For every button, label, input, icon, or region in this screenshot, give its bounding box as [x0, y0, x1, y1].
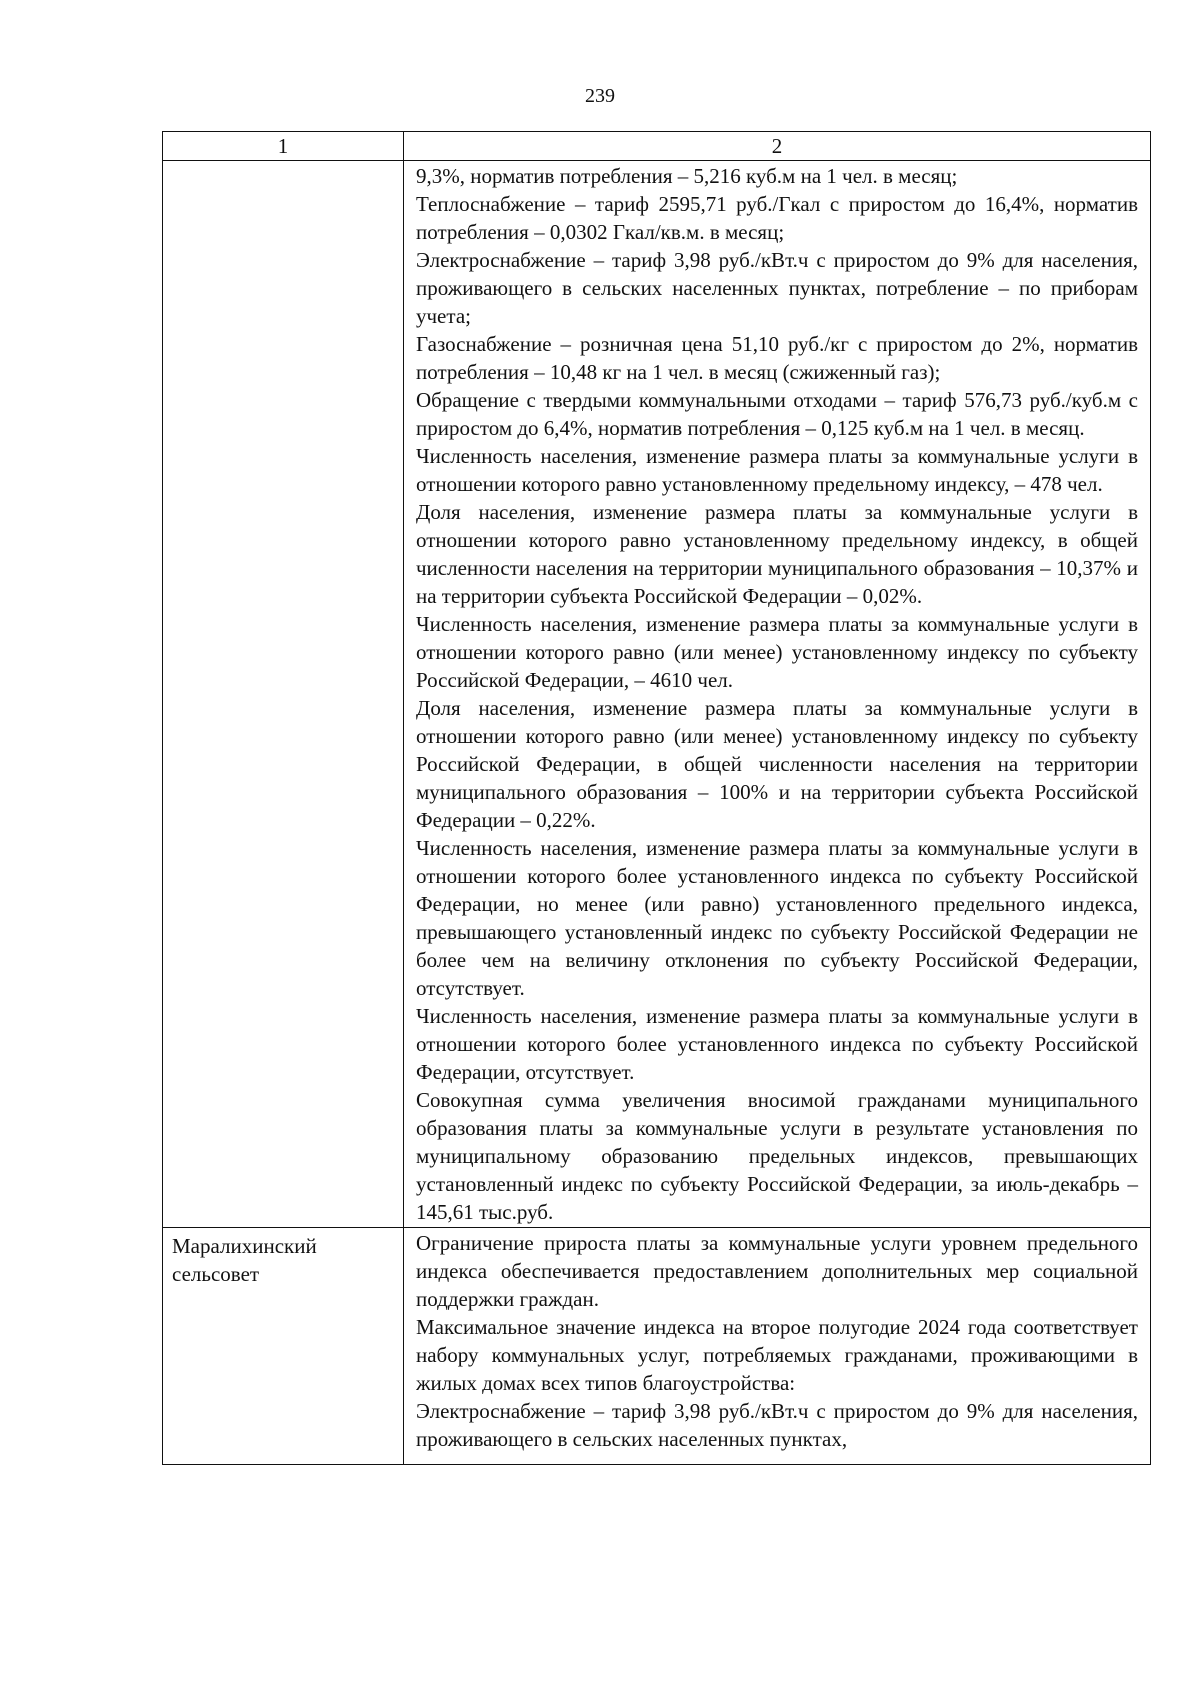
paragraph: Численность населения, изменение размера платы за коммунальные услуги в отношении которого более установленного индекса по субъекту Российской Федерации, отсутствует. — [416, 1004, 1138, 1084]
paragraph: Численность населения, изменение размера платы за коммунальные услуги в отношении которого более установленного индекса по субъекту Российской Федерации, но менее (или равно) установленного предельного индекса, превышающего установленный индекс по субъекту Российской Федерации не более чем на величину отклонения по субъекту Российской Федерации, отсутствует. — [416, 836, 1138, 1000]
paragraph: Численность населения, изменение размера платы за коммунальные услуги в отношении которого равно (или менее) установленному индексу по субъекту Российской Федерации, – 4610 чел. — [416, 612, 1138, 692]
paragraph: Ограничение прироста платы за коммунальные услуги уровнем предельного индекса обеспечивается предоставлением дополнительных мер социальной поддержки граждан. — [416, 1231, 1138, 1311]
table-row — [163, 1228, 1151, 1465]
page-number: 239 — [585, 85, 615, 107]
paragraph: Теплоснабжение – тариф 2595,71 руб./Гкал с приростом до 16,4%, норматив потребления – 0,0302 Гкал/кв.м. в месяц; — [416, 192, 1138, 244]
paragraph: Электроснабжение – тариф 3,98 руб./кВт.ч с приростом до 9% для населения, проживающего в сельских населенных пунктах, — [416, 1399, 1138, 1451]
paragraph: Электроснабжение – тариф 3,98 руб./кВт.ч с приростом до 9% для населения, проживающего в сельских населенных пунктах, потребление – по приборам учета; — [416, 248, 1138, 328]
column-header-2: 2 — [404, 132, 1151, 161]
table-header-row — [163, 132, 1151, 161]
paragraph: Обращение с твердыми коммунальными отходами – тариф 576,73 руб./куб.м с приростом до 6,4%, норматив потребления – 0,125 куб.м на 1 чел. в месяц. — [416, 388, 1138, 440]
description-cell — [404, 1228, 1151, 1465]
paragraph: Численность населения, изменение размера платы за коммунальные услуги в отношении которого равно установленному предельному индексу, – 478 чел. — [416, 444, 1138, 496]
municipality-cell-empty — [163, 161, 404, 1228]
paragraph-group — [416, 1229, 1138, 1463]
column-header-1: 1 — [163, 132, 404, 161]
table-row — [163, 161, 1151, 1228]
description-cell — [404, 161, 1151, 1228]
paragraph: Максимальное значение индекса на второе полугодие 2024 года соответствует набору коммунальных услуг, потребляемых гражданами, проживающими в жилых домах всех типов благоустройства: — [416, 1315, 1138, 1395]
paragraph: Доля населения, изменение размера платы за коммунальные услуги в отношении которого равно (или менее) установленному индексу по субъекту Российской Федерации, в общей численности населения на территории муниципального образования – 100% и на территории субъекта Российской Федерации – 0,22%. — [416, 696, 1138, 832]
paragraph: Совокупная сумма увеличения вносимой гражданами муниципального образования платы за коммунальные услуги в результате установления по муниципальному образованию предельных индексов, превышающих установленный индекс по субъекту Российской Федерации, за июль-декабрь – 145,61 тыс.руб. — [416, 1088, 1138, 1224]
paragraph: 9,3%, норматив потребления – 5,216 куб.м на 1 чел. в месяц; — [416, 164, 958, 188]
tariff-table — [162, 131, 1151, 1465]
paragraph: Газоснабжение – розничная цена 51,10 руб./кг с приростом до 2%, норматив потребления – 10,48 кг на 1 чел. в месяц (сжиженный газ); — [416, 332, 1138, 384]
paragraph: Доля населения, изменение размера платы за коммунальные услуги в отношении которого равно установленному предельному индексу, в общей численности населения на территории муниципального образования – 10,37% и на территории субъекта Российской Федерации – 0,02%. — [416, 500, 1138, 608]
municipality-name: Маралихинский сельсовет — [163, 1228, 404, 1465]
